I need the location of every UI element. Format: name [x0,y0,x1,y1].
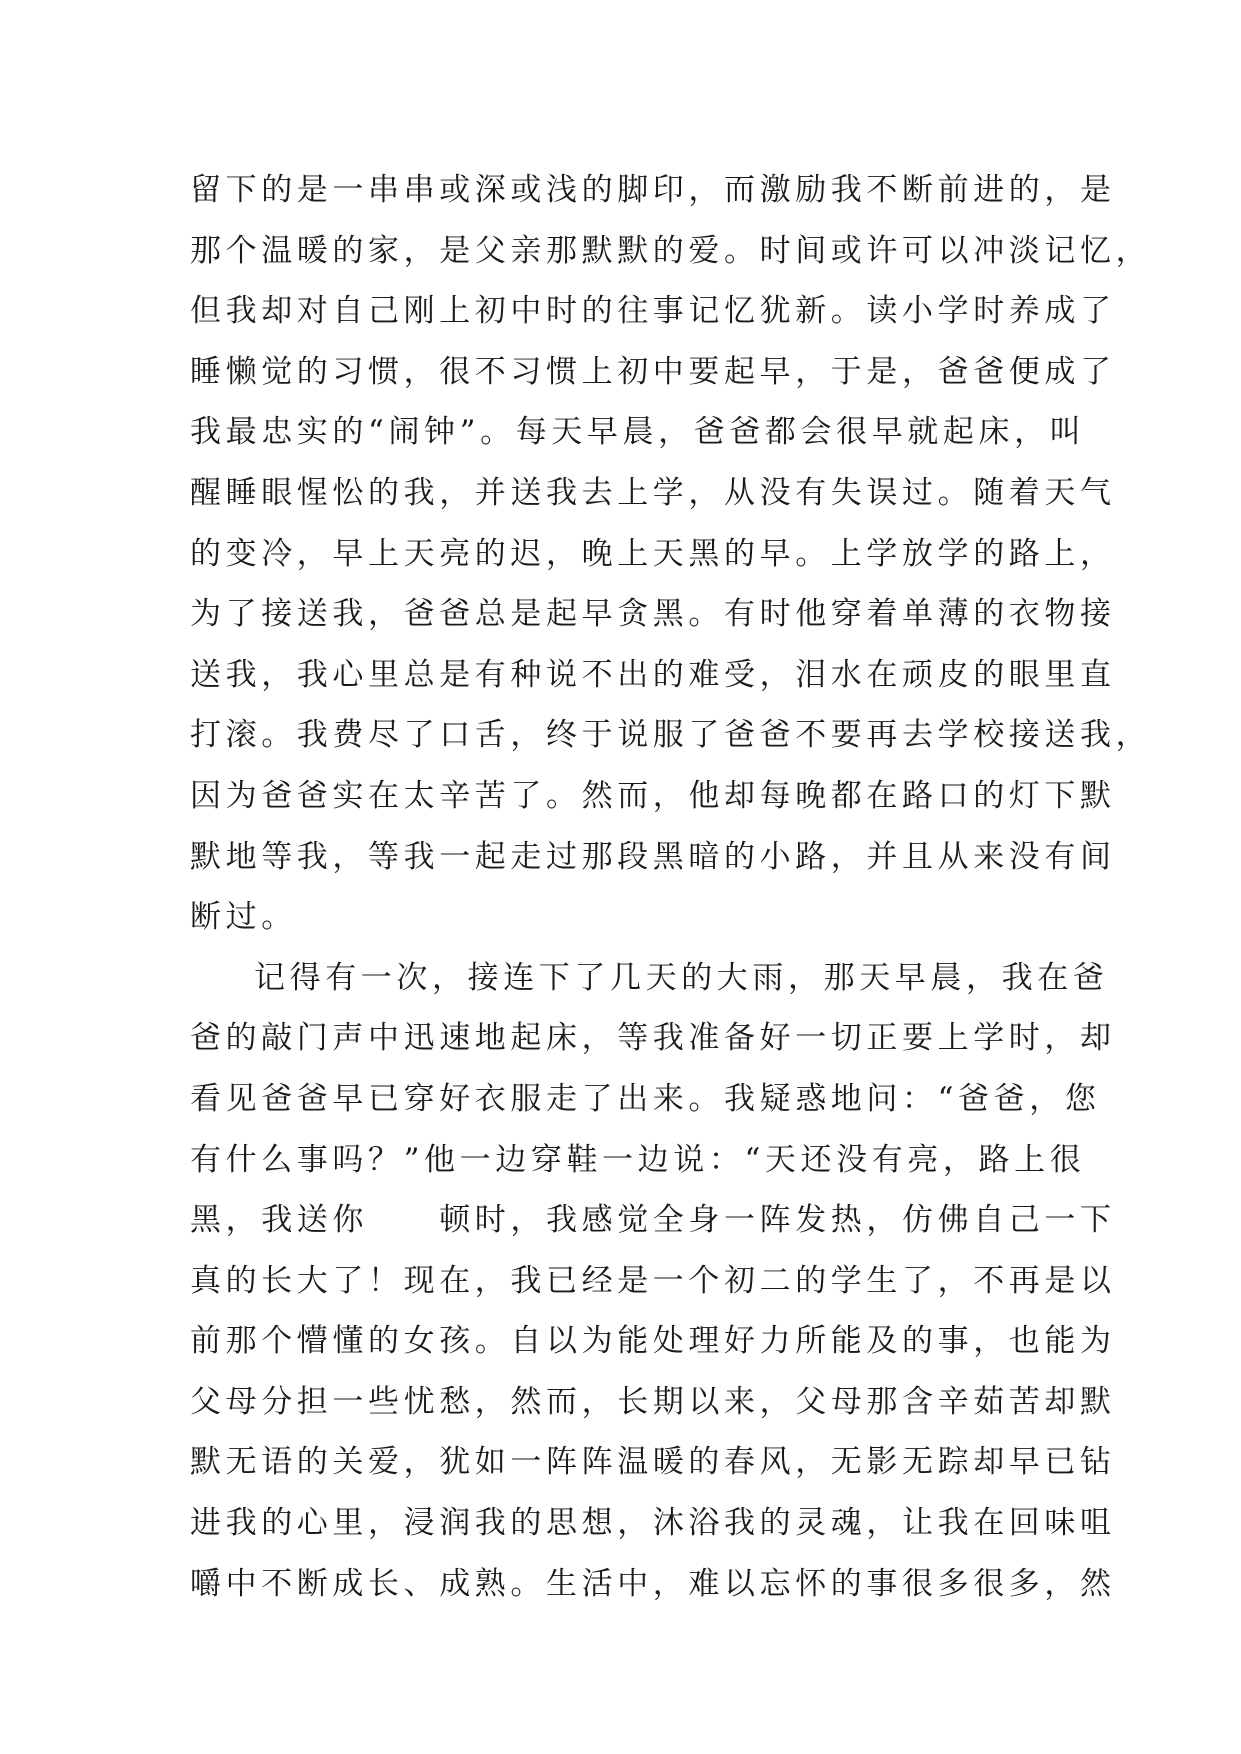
text-line: 有什么事吗？”他一边穿鞋一边说：“天还没有亮，路上很 [190,1141,1086,1178]
text-line: 但我却对自己刚上初中时的往事记忆犹新。读小学时养成了 [190,293,1116,330]
text-line: 我最忠实的“闹钟”。每天早晨，爸爸都会很早就起床，叫 [190,414,1086,451]
text-line: 断过。 [190,899,297,936]
text-line: 默地等我，等我一起走过那段黑暗的小路，并且从来没有间 [190,838,1116,875]
text-line: 真的长大了！现在，我已经是一个初二的学生了，不再是以 [190,1262,1116,1299]
text-line: 那个温暖的家，是父亲那默默的爱。时间或许可以冲淡记忆， [190,232,1152,269]
text-line: 嚼中不断成长、成熟。生活中，难以忘怀的事很多很多，然 [190,1565,1116,1602]
text-line: 的变冷，早上天亮的迟，晚上天黑的早。上学放学的路上， [190,535,1116,572]
text-line: 爸的敲门声中迅速地起床，等我准备好一切正要上学时，却 [190,1020,1116,1057]
text-line: 黑，我送你 顿时，我感觉全身一阵发热，仿佛自己一下 [190,1202,1116,1239]
text-line: 送我，我心里总是有种说不出的难受，泪水在顽皮的眼里直 [190,656,1116,693]
text-line: 醒睡眼惺忪的我，并送我去上学，从没有失误过。随着天气 [190,474,1116,511]
text-line: 为了接送我，爸爸总是起早贪黑。有时他穿着单薄的衣物接 [190,596,1116,633]
text-line: 睡懒觉的习惯，很不习惯上初中要起早，于是，爸爸便成了 [190,353,1116,390]
text-line: 默无语的关爱，犹如一阵阵温暖的春风，无影无踪却早已钻 [190,1444,1116,1481]
document-body [190,160,1152,1614]
text-line: 前那个懵懂的女孩。自以为能处理好力所能及的事，也能为 [190,1323,1116,1360]
paragraph-start-line: 记得有一次，接连下了几天的大雨，那天早晨，我在爸 [254,959,1109,996]
text-line: 进我的心里，浸润我的思想，沐浴我的灵魂，让我在回味咀 [190,1505,1116,1542]
text-line: 看见爸爸早已穿好衣服走了出来。我疑惑地问：“爸爸，您 [190,1080,1101,1117]
text-line: 父母分担一些忧愁，然而，长期以来，父母那含辛茹苦却默 [190,1383,1116,1420]
text-line: 留下的是一串串或深或浅的脚印，而激励我不断前进的，是 [190,172,1116,208]
text-line: 因为爸爸实在太辛苦了。然而，他却每晚都在路口的灯下默 [190,777,1116,814]
text-line: 打滚。我费尽了口舌，终于说服了爸爸不要再去学校接送我， [190,717,1152,754]
